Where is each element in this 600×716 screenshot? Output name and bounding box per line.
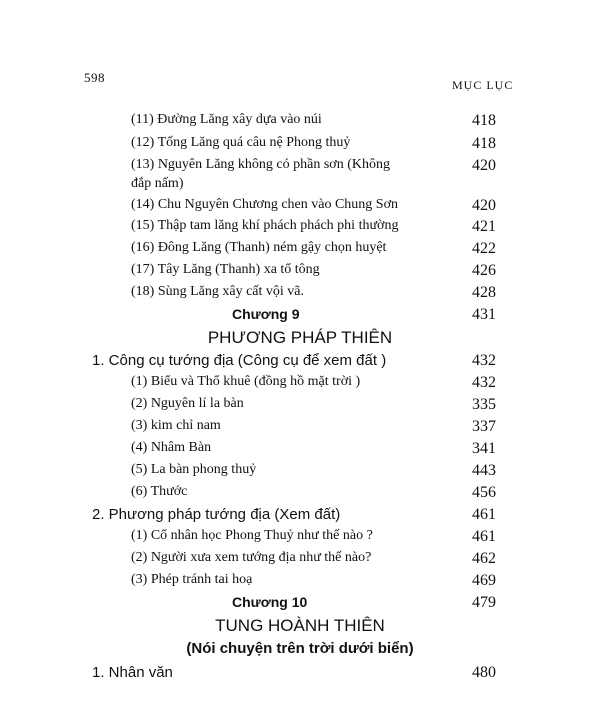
toc-entry-page: 432	[472, 374, 496, 391]
toc-entry-page: 428	[472, 284, 496, 301]
toc-entry-label-continuation: đắp nấm)	[131, 176, 184, 191]
toc-entry-label: (18) Sùng Lăng xây cất vội vã.	[131, 284, 305, 299]
toc-entry-label: (2) Nguyên lí la bàn	[131, 396, 244, 411]
toc-entry-page: 418	[472, 112, 496, 129]
toc-entry-page: 432	[472, 352, 496, 369]
toc-entry-label: (1) Cổ nhân học Phong Thuỷ như thế nào ?	[131, 528, 373, 543]
toc-entry-label: (3) kim chỉ nam	[131, 418, 221, 433]
toc-entry-page: 420	[472, 197, 496, 214]
toc-entry-label: (16) Đông Lăng (Thanh) ném gậy chọn huyệt	[131, 240, 387, 255]
toc-entry-label: (14) Chu Nguyên Chương chen vào Chung Sơn	[131, 197, 398, 212]
toc-entry-label: (13) Nguyên Lăng không có phần sơn (Không	[131, 157, 390, 172]
chapter-10-title: TUNG HOÀNH THIÊN	[215, 616, 385, 635]
toc-entry-page: 341	[472, 440, 496, 457]
toc-section-label: 1. Nhân văn	[92, 664, 173, 681]
toc-entry-page: 443	[472, 462, 496, 479]
toc-entry-page: 418	[472, 135, 496, 152]
toc-entry-label: (17) Tây Lăng (Thanh) xa tổ tông	[131, 262, 320, 277]
toc-entry-page: 337	[472, 418, 496, 435]
chapter-10-subtitle: (Nói chuyện trên trời dưới biển)	[186, 640, 414, 657]
toc-entry-page: 431	[472, 306, 496, 323]
chapter-9-title: PHƯƠNG PHÁP THIÊN	[207, 328, 393, 347]
toc-entry-page: 421	[472, 218, 496, 235]
toc-entry-label: (1) Biểu và Thổ khuê (đồng hồ mặt trời )	[131, 374, 361, 389]
chapter-label: Chương 10	[232, 594, 308, 610]
chapter-label: Chương 9	[232, 306, 300, 322]
toc-entry-page: 426	[472, 262, 496, 279]
toc-entry-label: (2) Người xưa xem tướng địa như thế nào?	[131, 550, 372, 565]
toc-entry-label: (12) Tống Lăng quá câu nệ Phong thuỷ	[131, 135, 351, 150]
toc-entry-page: 422	[472, 240, 496, 257]
toc-entry-page: 479	[472, 594, 496, 611]
page-number: 598	[84, 70, 105, 85]
toc-section-label: 2. Phương pháp tướng địa (Xem đất)	[92, 506, 341, 523]
toc-entry-page: 335	[472, 396, 496, 413]
toc-entry-page: 461	[472, 506, 496, 523]
toc-entry-page: 469	[472, 572, 496, 589]
toc-entry-label: (15) Thập tam lăng khí phách phách phi thường	[131, 218, 399, 233]
toc-entry-page: 461	[472, 528, 496, 545]
toc-section-label: 1. Công cụ tướng địa (Công cụ để xem đất )	[92, 352, 387, 369]
toc-entry-page: 456	[472, 484, 496, 501]
toc-entry-label: (6) Thước	[131, 484, 188, 499]
toc-entry-label: (3) Phép tránh tai hoạ	[131, 572, 253, 587]
toc-entry-label: (4) Nhâm Bàn	[131, 440, 212, 455]
toc-entry-page: 420	[472, 157, 496, 174]
toc-entry-page: 462	[472, 550, 496, 567]
toc-entry-label: (11) Đường Lăng xây dựa vào núi	[131, 112, 322, 127]
toc-entry-label: (5) La bàn phong thuỷ	[131, 462, 257, 477]
toc-entry-page: 480	[472, 664, 496, 681]
running-header: MỤC LỤC	[452, 78, 514, 92]
